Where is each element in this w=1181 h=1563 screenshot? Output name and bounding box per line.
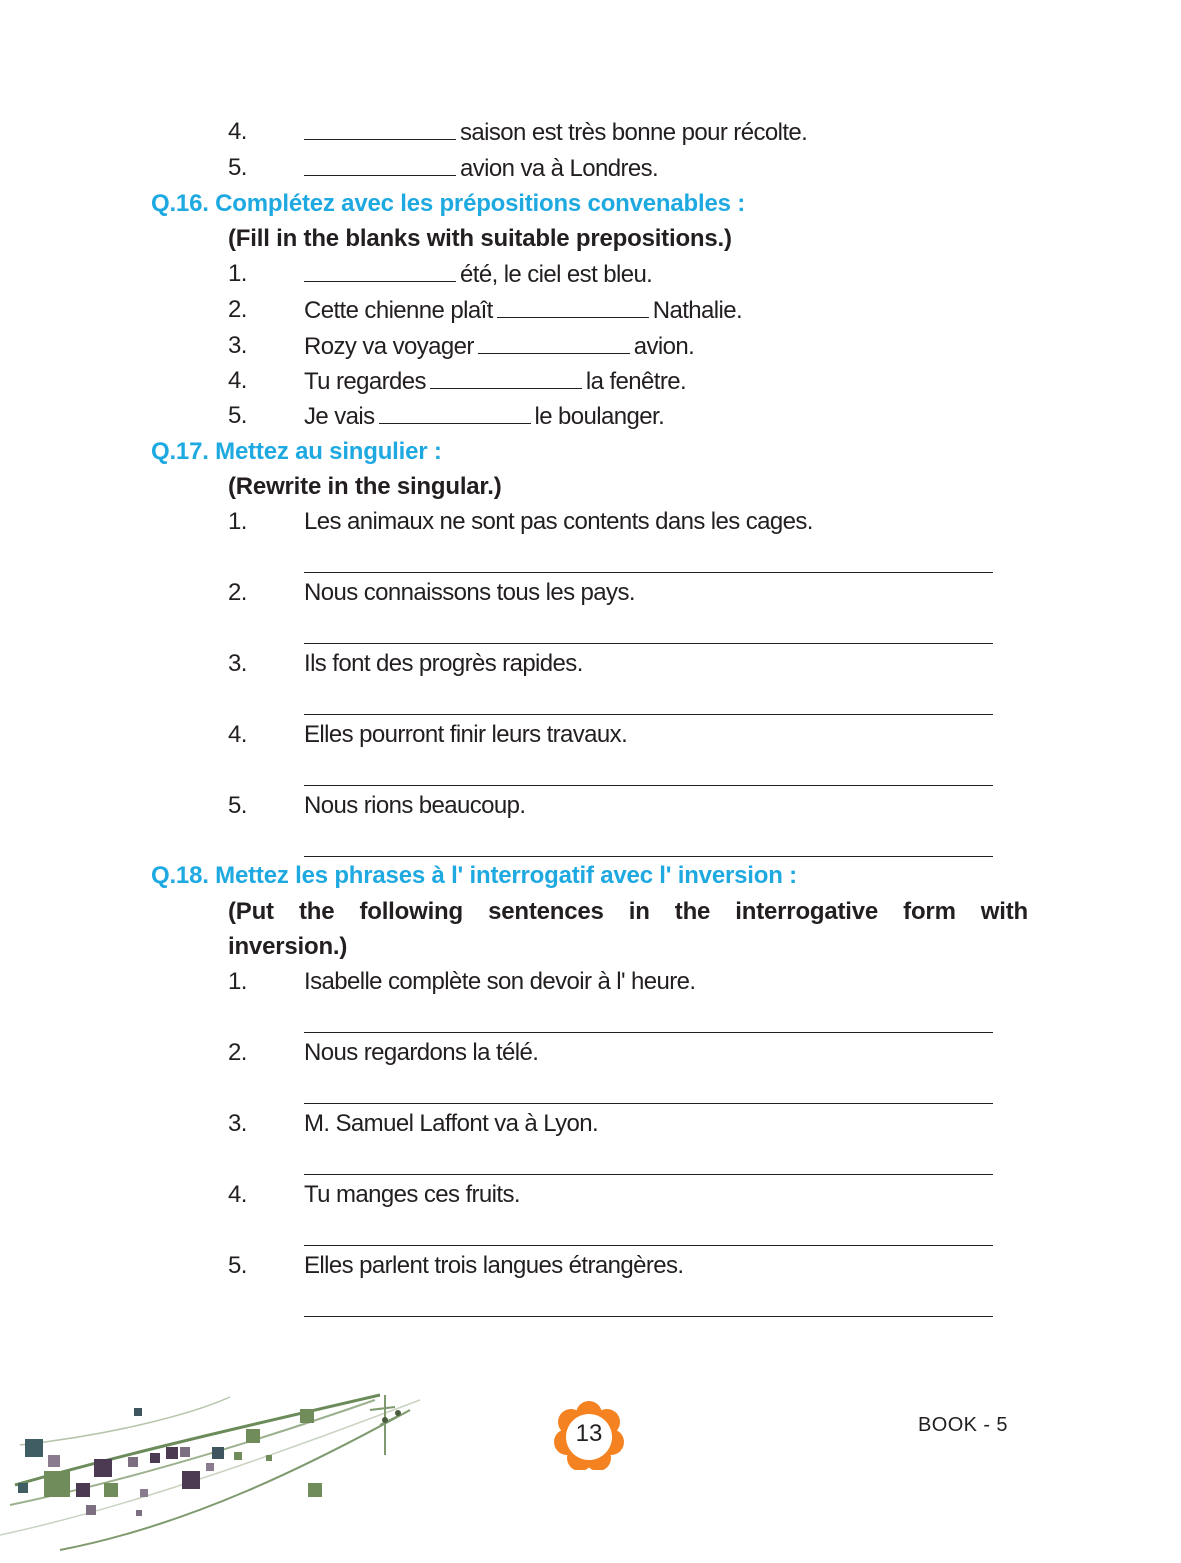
answer-line[interactable] [304,785,993,786]
fill-blank[interactable] [430,366,582,389]
fill-blank[interactable] [379,401,531,424]
page-number: 13 [575,1420,603,1447]
book-label: BOOK - 5 [918,1414,1008,1436]
q16-subtitle: (Fill in the blanks with suitable prepositions.) [228,225,732,252]
answer-line[interactable] [304,1174,993,1175]
fill-blank[interactable] [304,117,456,140]
answer-line[interactable] [304,1245,993,1246]
fill-blank[interactable] [304,259,456,282]
answer-line[interactable] [304,572,993,573]
answer-line[interactable] [304,856,993,857]
q18-title: Q.18. Mettez les phrases à l' interrogatif avec l' inversion : [151,862,797,889]
fill-blank[interactable] [304,153,456,176]
q16-title: Q.16. Complétez avec les prépositions convenables : [151,190,746,217]
q17-title: Q.17. Mettez au singulier : [151,438,442,465]
fill-blank[interactable] [497,295,649,318]
q18-subtitle: (Put the following sentences in the interrogative form with inversion.) [228,898,1028,960]
page-number-badge [551,1400,627,1470]
answer-line[interactable] [304,1032,993,1033]
answer-line[interactable] [304,1316,993,1317]
answer-line[interactable] [304,643,993,644]
decorative-swirl-icon [0,1385,430,1555]
answer-line[interactable] [304,714,993,715]
fill-blank[interactable] [478,331,630,354]
answer-line[interactable] [304,1103,993,1104]
q17-subtitle: (Rewrite in the singular.) [228,473,502,500]
